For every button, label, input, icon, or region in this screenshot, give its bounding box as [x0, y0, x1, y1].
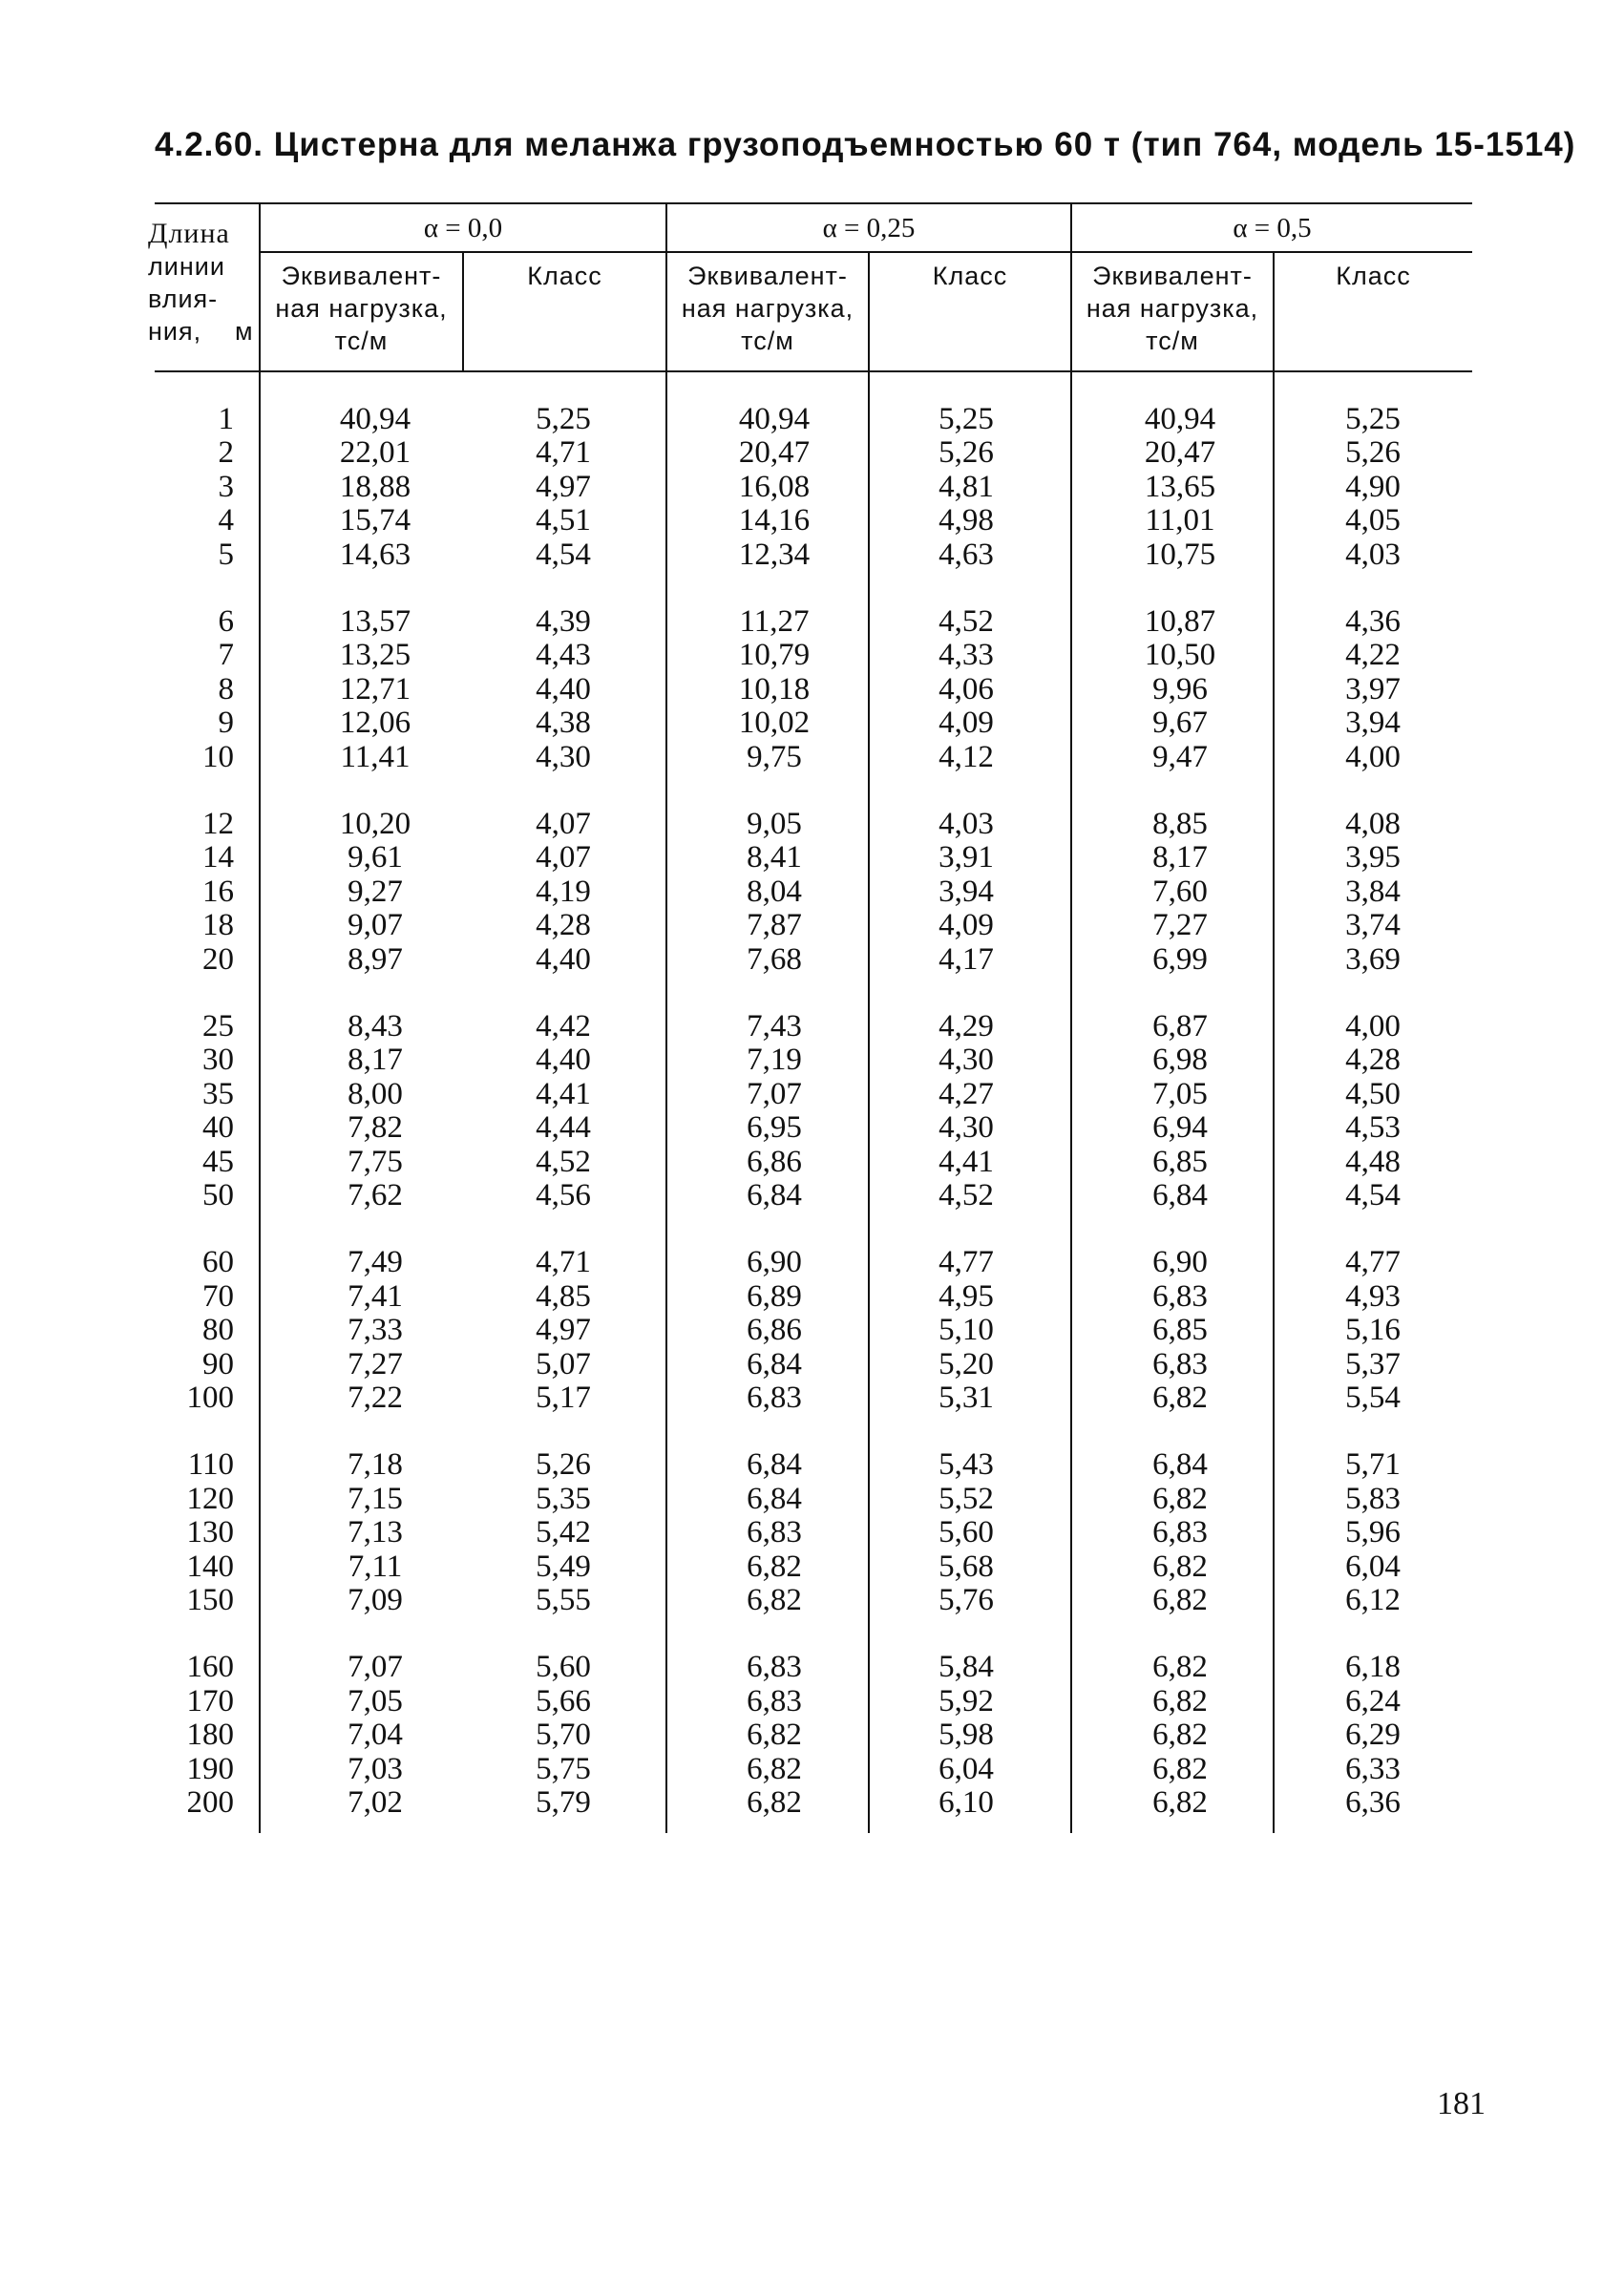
cell-class-a05: 5,37	[1345, 1347, 1401, 1381]
cell-class-a05: 6,12	[1345, 1583, 1401, 1617]
cell-length: 2	[218, 435, 234, 470]
cell-equiv-a025: 8,41	[747, 840, 802, 875]
header-alpha-05: α = 0,5	[1233, 213, 1312, 243]
cell-equiv-a025: 6,90	[747, 1245, 802, 1279]
cell-class-a025: 5,20	[939, 1347, 994, 1381]
cell-equiv-a05: 10,50	[1144, 638, 1216, 672]
cell-class-a0: 5,55	[536, 1583, 591, 1617]
cell-class-a05: 4,48	[1345, 1145, 1401, 1179]
cell-equiv-a025: 6,84	[747, 1482, 802, 1516]
header-equiv-load-a0	[261, 260, 462, 357]
cell-class-a05: 4,53	[1345, 1110, 1401, 1145]
cell-class-a025: 3,94	[939, 875, 994, 909]
cell-equiv-a0: 9,27	[348, 875, 403, 909]
cell-equiv-a0: 7,05	[348, 1684, 403, 1718]
cell-class-a0: 4,56	[536, 1178, 591, 1212]
cell-equiv-a05: 6,82	[1152, 1718, 1208, 1752]
cell-length: 8	[218, 672, 234, 706]
cell-class-a0: 4,52	[536, 1145, 591, 1179]
cell-class-a025: 4,52	[939, 1178, 994, 1212]
cell-class-a025: 4,77	[939, 1245, 994, 1279]
header-class-label: Класс	[1336, 262, 1411, 290]
cell-length: 110	[187, 1447, 234, 1482]
cell-class-a0: 5,70	[536, 1718, 591, 1752]
cell-class-a0: 4,28	[536, 908, 591, 942]
cell-equiv-a025: 6,86	[747, 1145, 802, 1179]
header-class-label: Класс	[932, 262, 1008, 290]
header-equiv-line-3: тс/м	[741, 327, 794, 355]
cell-class-a025: 6,04	[939, 1752, 994, 1786]
cell-class-a05: 3,97	[1345, 672, 1401, 706]
cell-class-a025: 4,81	[939, 470, 994, 504]
cell-class-a025: 4,41	[939, 1145, 994, 1179]
cell-equiv-a025: 9,75	[747, 740, 802, 774]
page-title: 4.2.60. Цистерна для меланжа грузоподъемностью 60 т (тип 764, модель 15-1514)	[155, 126, 1576, 163]
page-number: 181	[1437, 2086, 1486, 2121]
cell-equiv-a05: 6,85	[1152, 1313, 1208, 1347]
cell-length: 40	[202, 1110, 234, 1145]
header-length-line-2: линии	[148, 252, 225, 281]
cell-equiv-a025: 7,19	[747, 1043, 802, 1077]
cell-equiv-a05: 13,65	[1144, 470, 1216, 504]
cell-class-a025: 4,29	[939, 1009, 994, 1044]
cell-class-a0: 4,85	[536, 1279, 591, 1314]
column-divider-a025-class	[868, 251, 870, 1833]
cell-length: 140	[186, 1550, 234, 1584]
header-length-line-1: Длина	[148, 218, 230, 249]
cell-length: 45	[202, 1145, 234, 1179]
cell-class-a05: 4,00	[1345, 740, 1401, 774]
header-length-line-3: влия-	[148, 285, 219, 313]
cell-equiv-a025: 14,16	[738, 503, 811, 538]
cell-equiv-a05: 6,82	[1152, 1482, 1208, 1516]
cell-equiv-a025: 10,18	[738, 672, 811, 706]
cell-equiv-a05: 11,01	[1145, 503, 1215, 538]
cell-equiv-a025: 6,82	[747, 1550, 802, 1584]
cell-equiv-a05: 6,82	[1152, 1684, 1208, 1718]
cell-equiv-a025: 6,84	[747, 1347, 802, 1381]
cell-equiv-a05: 6,87	[1152, 1009, 1208, 1044]
header-alpha-0: α = 0,0	[423, 213, 503, 243]
cell-class-a025: 4,09	[939, 706, 994, 740]
cell-equiv-a05: 6,98	[1152, 1043, 1208, 1077]
cell-equiv-a05: 6,85	[1152, 1145, 1208, 1179]
cell-equiv-a025: 16,08	[738, 470, 811, 504]
column-divider-group-a05	[1070, 202, 1072, 1833]
cell-equiv-a0: 8,97	[348, 942, 403, 977]
cell-equiv-a0: 8,00	[348, 1077, 403, 1111]
cell-class-a05: 5,96	[1345, 1515, 1401, 1550]
cell-equiv-a025: 6,83	[747, 1381, 802, 1415]
cell-length: 16	[202, 875, 234, 909]
cell-equiv-a025: 10,02	[738, 706, 811, 740]
cell-class-a0: 4,40	[536, 942, 591, 977]
cell-class-a025: 4,03	[939, 807, 994, 841]
header-length-line-4: ния,	[148, 317, 202, 346]
cell-class-a05: 6,33	[1345, 1752, 1401, 1786]
cell-class-a05: 6,24	[1345, 1684, 1401, 1718]
cell-class-a0: 5,60	[536, 1650, 591, 1684]
cell-equiv-a0: 7,13	[348, 1515, 403, 1550]
cell-equiv-a0: 7,11	[348, 1550, 403, 1584]
cell-equiv-a05: 6,84	[1152, 1178, 1208, 1212]
cell-length: 100	[186, 1381, 234, 1415]
header-class-a05	[1275, 260, 1472, 292]
cell-equiv-a025: 6,95	[747, 1110, 802, 1145]
header-length-unit: м	[235, 317, 253, 346]
cell-class-a05: 3,74	[1345, 908, 1401, 942]
cell-equiv-a05: 7,27	[1152, 908, 1208, 942]
cell-class-a025: 5,25	[939, 402, 994, 436]
cell-equiv-a025: 7,68	[747, 942, 802, 977]
cell-class-a0: 4,41	[536, 1077, 591, 1111]
cell-length: 12	[202, 807, 234, 841]
cell-class-a025: 4,52	[939, 604, 994, 639]
cell-class-a05: 5,16	[1345, 1313, 1401, 1347]
cell-class-a025: 5,26	[939, 435, 994, 470]
cell-equiv-a0: 7,49	[348, 1245, 403, 1279]
header-equiv-line-3: тс/м	[334, 327, 389, 355]
cell-equiv-a05: 7,60	[1152, 875, 1208, 909]
cell-equiv-a05: 6,84	[1152, 1447, 1208, 1482]
cell-equiv-a0: 12,71	[339, 672, 411, 706]
cell-class-a0: 4,42	[536, 1009, 591, 1044]
cell-equiv-a0: 10,20	[339, 807, 411, 841]
cell-length: 20	[202, 942, 234, 977]
cell-class-a0: 5,17	[536, 1381, 591, 1415]
cell-equiv-a0: 7,03	[348, 1752, 403, 1786]
cell-equiv-a05: 10,75	[1144, 538, 1216, 572]
cell-class-a0: 5,75	[536, 1752, 591, 1786]
cell-class-a0: 4,51	[536, 503, 591, 538]
column-divider-length	[259, 202, 261, 1833]
cell-class-a05: 6,29	[1345, 1718, 1401, 1752]
cell-equiv-a05: 6,83	[1152, 1515, 1208, 1550]
cell-length: 1	[218, 402, 234, 436]
cell-class-a025: 6,10	[939, 1785, 994, 1820]
cell-class-a05: 5,54	[1345, 1381, 1401, 1415]
cell-class-a025: 5,52	[939, 1482, 994, 1516]
cell-class-a0: 4,44	[536, 1110, 591, 1145]
cell-class-a0: 4,19	[536, 875, 591, 909]
cell-length: 6	[218, 604, 234, 639]
cell-class-a05: 4,03	[1345, 538, 1401, 572]
cell-equiv-a0: 7,33	[348, 1313, 403, 1347]
cell-equiv-a05: 6,83	[1152, 1279, 1208, 1314]
cell-class-a0: 5,49	[536, 1550, 591, 1584]
cell-equiv-a0: 12,06	[339, 706, 411, 740]
cell-class-a05: 4,50	[1345, 1077, 1401, 1111]
cell-equiv-a0: 13,25	[339, 638, 411, 672]
cell-equiv-a025: 9,05	[747, 807, 802, 841]
cell-equiv-a025: 6,84	[747, 1447, 802, 1482]
cell-class-a05: 4,77	[1345, 1245, 1401, 1279]
cell-length: 80	[202, 1313, 234, 1347]
cell-equiv-a0: 7,62	[348, 1178, 403, 1212]
cell-class-a025: 5,10	[939, 1313, 994, 1347]
cell-equiv-a025: 6,82	[747, 1583, 802, 1617]
cell-equiv-a0: 7,18	[348, 1447, 403, 1482]
cell-equiv-a025: 7,87	[747, 908, 802, 942]
cell-class-a025: 4,30	[939, 1043, 994, 1077]
cell-class-a025: 4,17	[939, 942, 994, 977]
cell-class-a0: 5,07	[536, 1347, 591, 1381]
cell-length: 7	[218, 638, 234, 672]
cell-equiv-a05: 40,94	[1144, 402, 1216, 436]
cell-equiv-a025: 7,07	[747, 1077, 802, 1111]
cell-equiv-a05: 6,82	[1152, 1550, 1208, 1584]
cell-class-a05: 4,54	[1345, 1178, 1401, 1212]
cell-class-a05: 4,08	[1345, 807, 1401, 841]
cell-class-a025: 3,91	[939, 840, 994, 875]
cell-length: 5	[218, 538, 234, 572]
cell-class-a0: 4,40	[536, 1043, 591, 1077]
cell-length: 70	[202, 1279, 234, 1314]
cell-class-a0: 4,43	[536, 638, 591, 672]
cell-equiv-a025: 6,82	[747, 1785, 802, 1820]
cell-class-a05: 3,95	[1345, 840, 1401, 875]
cell-equiv-a05: 6,90	[1152, 1245, 1208, 1279]
cell-class-a025: 5,98	[939, 1718, 994, 1752]
cell-equiv-a025: 10,79	[738, 638, 811, 672]
cell-equiv-a0: 7,27	[348, 1347, 403, 1381]
cell-class-a0: 4,30	[536, 740, 591, 774]
cell-equiv-a05: 9,67	[1152, 706, 1208, 740]
cell-equiv-a05: 6,99	[1152, 942, 1208, 977]
cell-length: 150	[186, 1583, 234, 1617]
cell-equiv-a025: 6,83	[747, 1650, 802, 1684]
cell-length: 18	[202, 908, 234, 942]
cell-length: 50	[202, 1178, 234, 1212]
cell-length: 3	[218, 470, 234, 504]
cell-class-a05: 5,71	[1345, 1447, 1401, 1482]
cell-class-a05: 6,36	[1345, 1785, 1401, 1820]
cell-class-a025: 5,76	[939, 1583, 994, 1617]
cell-equiv-a0: 15,74	[339, 503, 411, 538]
cell-class-a05: 6,04	[1345, 1550, 1401, 1584]
header-equiv-line-3: тс/м	[1146, 327, 1199, 355]
cell-class-a0: 4,71	[536, 435, 591, 470]
cell-class-a025: 4,06	[939, 672, 994, 706]
cell-class-a025: 4,09	[939, 908, 994, 942]
header-class-a025	[870, 260, 1070, 292]
cell-class-a05: 4,93	[1345, 1279, 1401, 1314]
cell-class-a0: 4,39	[536, 604, 591, 639]
cell-equiv-a025: 6,82	[747, 1752, 802, 1786]
cell-equiv-a025: 6,86	[747, 1313, 802, 1347]
cell-equiv-a05: 6,83	[1152, 1347, 1208, 1381]
cell-class-a025: 5,92	[939, 1684, 994, 1718]
cell-class-a05: 3,94	[1345, 706, 1401, 740]
header-equiv-line-1: Эквивалент-	[687, 262, 848, 290]
cell-equiv-a025: 6,82	[747, 1718, 802, 1752]
cell-length: 35	[202, 1077, 234, 1111]
cell-class-a05: 4,00	[1345, 1009, 1401, 1044]
cell-equiv-a0: 22,01	[339, 435, 411, 470]
cell-equiv-a025: 11,27	[739, 604, 810, 639]
cell-equiv-a05: 20,47	[1144, 435, 1216, 470]
cell-class-a0: 5,26	[536, 1447, 591, 1482]
column-divider-a05-class	[1273, 251, 1275, 1833]
cell-equiv-a0: 7,04	[348, 1718, 403, 1752]
cell-length: 4	[218, 503, 234, 538]
column-divider-group-a025	[665, 202, 667, 1833]
cell-equiv-a0: 11,41	[340, 740, 411, 774]
cell-equiv-a025: 6,83	[747, 1515, 802, 1550]
header-equiv-line-2: ная нагрузка,	[681, 294, 854, 323]
cell-class-a05: 3,84	[1345, 875, 1401, 909]
cell-equiv-a05: 6,94	[1152, 1110, 1208, 1145]
cell-equiv-a0: 13,57	[339, 604, 411, 639]
cell-class-a025: 5,68	[939, 1550, 994, 1584]
cell-length: 160	[186, 1650, 234, 1684]
cell-equiv-a0: 7,75	[348, 1145, 403, 1179]
cell-length: 30	[202, 1043, 234, 1077]
header-alpha-025: α = 0,25	[822, 213, 916, 243]
header-equiv-line-1: Эквивалент-	[1092, 262, 1253, 290]
cell-length: 190	[186, 1752, 234, 1786]
cell-class-a025: 4,27	[939, 1077, 994, 1111]
cell-equiv-a0: 14,63	[339, 538, 411, 572]
cell-class-a05: 4,90	[1345, 470, 1401, 504]
cell-class-a05: 5,25	[1345, 402, 1401, 436]
cell-length: 170	[186, 1684, 234, 1718]
cell-equiv-a0: 9,61	[348, 840, 403, 875]
cell-class-a0: 5,66	[536, 1684, 591, 1718]
cell-equiv-a05: 9,47	[1152, 740, 1208, 774]
cell-equiv-a025: 7,43	[747, 1009, 802, 1044]
cell-class-a05: 3,69	[1345, 942, 1401, 977]
cell-equiv-a025: 6,83	[747, 1684, 802, 1718]
cell-class-a0: 4,71	[536, 1245, 591, 1279]
cell-equiv-a025: 12,34	[738, 538, 811, 572]
cell-class-a025: 5,60	[939, 1515, 994, 1550]
cell-equiv-a0: 7,41	[348, 1279, 403, 1314]
cell-class-a0: 5,35	[536, 1482, 591, 1516]
cell-class-a0: 4,07	[536, 807, 591, 841]
header-class-a0	[464, 260, 665, 292]
table-header-bottom-rule	[155, 370, 1472, 372]
cell-length: 180	[186, 1718, 234, 1752]
cell-class-a0: 5,79	[536, 1785, 591, 1820]
table-top-rule	[155, 202, 1472, 204]
cell-equiv-a0: 8,17	[348, 1043, 403, 1077]
cell-equiv-a0: 7,02	[348, 1785, 403, 1820]
cell-equiv-a05: 8,17	[1152, 840, 1208, 875]
header-class-label: Класс	[527, 262, 602, 290]
cell-equiv-a0: 7,09	[348, 1583, 403, 1617]
cell-class-a05: 4,28	[1345, 1043, 1401, 1077]
cell-equiv-a05: 10,87	[1144, 604, 1216, 639]
header-equiv-line-2: ная нагрузка,	[275, 294, 448, 323]
cell-class-a0: 4,40	[536, 672, 591, 706]
cell-length: 200	[186, 1785, 234, 1820]
header-equiv-load-a025	[667, 260, 868, 357]
cell-equiv-a0: 40,94	[339, 402, 411, 436]
cell-class-a05: 5,26	[1345, 435, 1401, 470]
cell-equiv-a025: 40,94	[738, 402, 811, 436]
cell-class-a025: 4,95	[939, 1279, 994, 1314]
cell-equiv-a0: 7,82	[348, 1110, 403, 1145]
header-equiv-line-1: Эквивалент-	[281, 262, 442, 290]
cell-equiv-a0: 7,07	[348, 1650, 403, 1684]
cell-equiv-a0: 7,22	[348, 1381, 403, 1415]
cell-equiv-a05: 6,82	[1152, 1785, 1208, 1820]
cell-equiv-a025: 8,04	[747, 875, 802, 909]
cell-equiv-a05: 6,82	[1152, 1650, 1208, 1684]
cell-length: 90	[202, 1347, 234, 1381]
table-subheader-rule	[260, 251, 1472, 253]
cell-class-a025: 4,33	[939, 638, 994, 672]
cell-class-a0: 4,54	[536, 538, 591, 572]
cell-class-a05: 4,05	[1345, 503, 1401, 538]
cell-length: 60	[202, 1245, 234, 1279]
header-equiv-line-2: ная нагрузка,	[1086, 294, 1259, 323]
cell-class-a025: 4,98	[939, 503, 994, 538]
cell-equiv-a0: 7,15	[348, 1482, 403, 1516]
cell-class-a05: 6,18	[1345, 1650, 1401, 1684]
cell-equiv-a05: 9,96	[1152, 672, 1208, 706]
cell-equiv-a0: 9,07	[348, 908, 403, 942]
cell-equiv-a025: 6,89	[747, 1279, 802, 1314]
cell-length: 120	[186, 1482, 234, 1516]
cell-class-a025: 4,30	[939, 1110, 994, 1145]
cell-class-a025: 5,43	[939, 1447, 994, 1482]
cell-class-a025: 5,84	[939, 1650, 994, 1684]
cell-length: 25	[202, 1009, 234, 1044]
cell-class-a05: 4,36	[1345, 604, 1401, 639]
cell-equiv-a0: 18,88	[339, 470, 411, 504]
cell-class-a0: 5,25	[536, 402, 591, 436]
cell-class-a0: 4,07	[536, 840, 591, 875]
cell-equiv-a05: 7,05	[1152, 1077, 1208, 1111]
cell-equiv-a025: 20,47	[738, 435, 811, 470]
cell-class-a025: 5,31	[939, 1381, 994, 1415]
cell-equiv-a025: 6,84	[747, 1178, 802, 1212]
cell-equiv-a0: 8,43	[348, 1009, 403, 1044]
cell-class-a0: 4,97	[536, 1313, 591, 1347]
cell-class-a0: 4,38	[536, 706, 591, 740]
cell-equiv-a05: 6,82	[1152, 1583, 1208, 1617]
cell-class-a025: 4,12	[939, 740, 994, 774]
cell-length: 10	[202, 740, 234, 774]
cell-class-a0: 4,97	[536, 470, 591, 504]
cell-class-a025: 4,63	[939, 538, 994, 572]
cell-class-a05: 5,83	[1345, 1482, 1401, 1516]
cell-class-a05: 4,22	[1345, 638, 1401, 672]
cell-length: 9	[218, 706, 234, 740]
cell-length: 14	[202, 840, 234, 875]
cell-equiv-a05: 6,82	[1152, 1381, 1208, 1415]
cell-class-a0: 5,42	[536, 1515, 591, 1550]
cell-equiv-a05: 8,85	[1152, 807, 1208, 841]
header-equiv-load-a05	[1072, 260, 1273, 357]
cell-length: 130	[186, 1515, 234, 1550]
cell-equiv-a05: 6,82	[1152, 1752, 1208, 1786]
